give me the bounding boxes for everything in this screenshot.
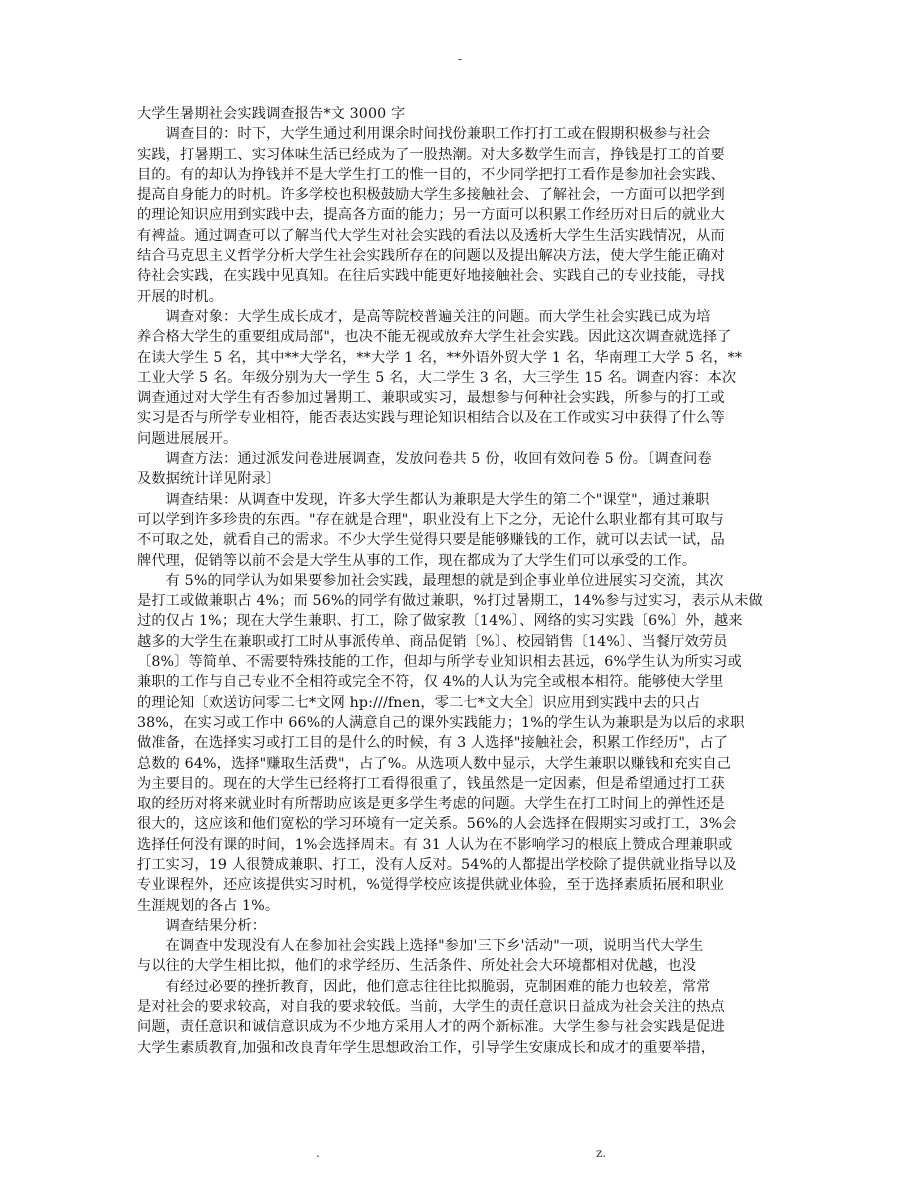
- text-line: 在读大学生 5 名，其中**大学名，**大学 1 名，**外语外贸大学 1 名，华南理工大学 5 名，**: [137, 349, 743, 366]
- text-line: 养合格大学生的重要组成局部"，也决不能无视或放弃大学生社会实践。因此这次调查就选择了: [137, 329, 732, 346]
- text-line: 及数据统计详见附录〕: [137, 471, 281, 488]
- text-line: 与以往的大学生相比拟，他们的求学经历、生活条件、所处社会大环境都相对优越，也没: [137, 958, 697, 975]
- text-line: 打工实习，19 人很赞成兼职、打工，没有人反对。54%的人都提出学校除了提供就业指导以及: [137, 856, 737, 873]
- text-line: 调查目的：时下，大学生通过利用课余时间找份兼职工作打打工或在假期积极参与社会: [137, 126, 711, 143]
- text-line: 过的仅占 1%；现在大学生兼职、打工，除了做家教〔14%〕、网络的实习实践〔6%〕外，越来: [137, 613, 743, 630]
- text-line: 工业大学 5 名。年级分别为大一学生 5 名，大二学生 3 名，大三学生 15 名。调查内容：本次: [137, 369, 737, 386]
- text-line: 调查结果：从调查中发现，许多大学生都认为兼职是大学生的第二个"课堂"，通过兼职: [137, 491, 710, 508]
- text-line: 有经过必要的挫折教育，因此，他们意志往往比拟脆弱，克制困难的能力也较差，常常: [137, 978, 711, 995]
- text-line: 不可取之处，就看自己的需求。不少大学生觉得只要是能够赚钱的工作，就可以去试一试，品: [137, 532, 725, 549]
- report-title: 大学生暑期社会实践调查报告*文 3000 字: [137, 106, 406, 122]
- text-line: 38%，在实习或工作中 66%的人满意自己的课外实践能力；1%的学生认为兼职是为以后的求职: [137, 714, 745, 731]
- text-line: 调查通过对大学生有否参加过暑期工、兼职或实习，最想参与何种社会实践，所参与的打工或: [137, 390, 725, 407]
- text-line: 为主要目的。现在的大学生已经将打工看得很重了，钱虽然是一定因素，但是希望通过打工获: [137, 775, 725, 792]
- text-line: 取的经历对将来就业时有所帮助应该是更多学生考虑的问题。大学生在打工时间上的弹性还是: [137, 796, 725, 813]
- text-line: 调查对象：大学生成长成才，是高等院校普遍关注的问题。而大学生社会实践已成为培: [137, 308, 711, 325]
- text-line: 在调查中发现没有人在参加社会实践上选择"参加'三下乡'活动"一项，说明当代大学生: [137, 938, 704, 955]
- text-line: 提高自身能力的时机。许多学校也积极鼓励大学生多接触社会、了解社会，一方面可以把学到: [137, 187, 725, 204]
- text-line: 是打工或做兼职占 4%；而 56%的同学有做过兼职，%打过暑期工，14%参与过实习，表示从未做: [137, 593, 763, 610]
- text-line: 目的。有的却认为挣钱并不是大学生打工的惟一目的，不少同学把打工看作是参加社会实践、: [137, 166, 725, 183]
- text-line: 是对社会的要求较高，对自我的要求较低。当前，大学生的责任意识日益成为社会关注的热点: [137, 999, 725, 1016]
- text-line: 问题，责任意识和诚信意识成为不少地方采用人才的两个新标准。大学生参与社会实践是促进: [137, 1019, 725, 1036]
- text-line: 牌代理，促销等以前不会是大学生从事的工作，现在都成为了大学生们可以承受的工作。: [137, 552, 697, 569]
- text-line: 选择任何没有课的时间，1%会选择周末。有 31 人认为在不影响学习的根底上赞成合理兼职或: [137, 836, 733, 853]
- text-line: 生涯规划的各占 1%。: [137, 897, 280, 914]
- text-line: 〔8%〕等简单、不需要特殊技能的工作，但却与所学专业知识相去甚远，6%学生认为所实习或: [137, 654, 742, 671]
- text-line: 大学生素质教育,加强和改良青年学生思想政治工作，引导学生安康成长和成才的重要举措，: [137, 1039, 716, 1056]
- footer-right-mark: z.: [596, 1146, 607, 1160]
- text-line: 调查方法：通过派发问卷进展调查，发放问卷共 5 份，收回有效问卷 5 份。〔调查问卷: [137, 451, 712, 468]
- text-line: 实习是否与所学专业相符，能否表达实践与理论知识相结合以及在工作或实习中获得了什么等: [137, 410, 725, 427]
- report-body: [137, 104, 787, 1058]
- text-line: 兼职的工作与自己专业不全相符或完全不符，仅 4%的人认为完全或根本相符。能够使大学里: [137, 674, 724, 691]
- text-line: 做准备，在选择实习或打工目的是什么的时候，有 3 人选择"接触社会，积累工作经历"，占了: [137, 735, 729, 752]
- text-line: 有 5%的同学认为如果要参加社会实践，最理想的就是到企事业单位进展实习交流，其次: [137, 572, 724, 589]
- text-line: 有裨益。通过调查可以了解当代大学生对社会实践的看法以及透析大学生生活实践情况，从而: [137, 227, 725, 244]
- text-line: 总数的 64%，选择"赚取生活费"，占了%。从选项人数中显示，大学生兼职以赚钱和充实自己: [137, 755, 732, 772]
- text-line: 结合马克思主义哲学分析大学生社会实践所存在的问题以及提出解决方法，使大学生能正确对: [137, 248, 725, 265]
- text-line: 的理论知识应用到实践中去，提高各方面的能力；另一方面可以积累工作经历对日后的就业大: [137, 207, 725, 224]
- text-line: 待社会实践，在实践中见真知。在往后实践中能更好地接触社会、实践自己的专业技能，寻找: [137, 268, 725, 285]
- text-line: 专业课程外，还应该提供实习时机，%觉得学校应该提供就业体验，至于选择素质拓展和职业: [137, 877, 725, 894]
- text-line: 调查结果分析：: [137, 917, 267, 934]
- text-line: 可以学到许多珍贵的东西。"存在就是合理"，职业没有上下之分，无论什么职业都有其可取与: [137, 511, 724, 528]
- text-line: 的理论知〔欢送访问零二七*文网 hp:///fnen，零二七*文大全〕识应用到实践中去的只占: [137, 694, 701, 711]
- text-line: 很大的，这应该和他们宽松的学习环境有一定关系。56%的人会选择在假期实习或打工，3%会: [137, 816, 737, 833]
- text-line: 开展的时机。: [137, 288, 224, 305]
- header-mark: -: [457, 52, 463, 66]
- footer-left-mark: .: [316, 1146, 320, 1160]
- text-line: 问题进展展开。: [137, 430, 238, 447]
- text-line: 实践，打暑期工、实习体味生活已经成为了一股热潮。对大多数学生而言，挣钱是打工的首要: [137, 146, 725, 163]
- text-line: 越多的大学生在兼职或打工时从事派传单、商品促销〔%〕、校园销售〔14%〕、当餐厅效劳员: [137, 633, 728, 650]
